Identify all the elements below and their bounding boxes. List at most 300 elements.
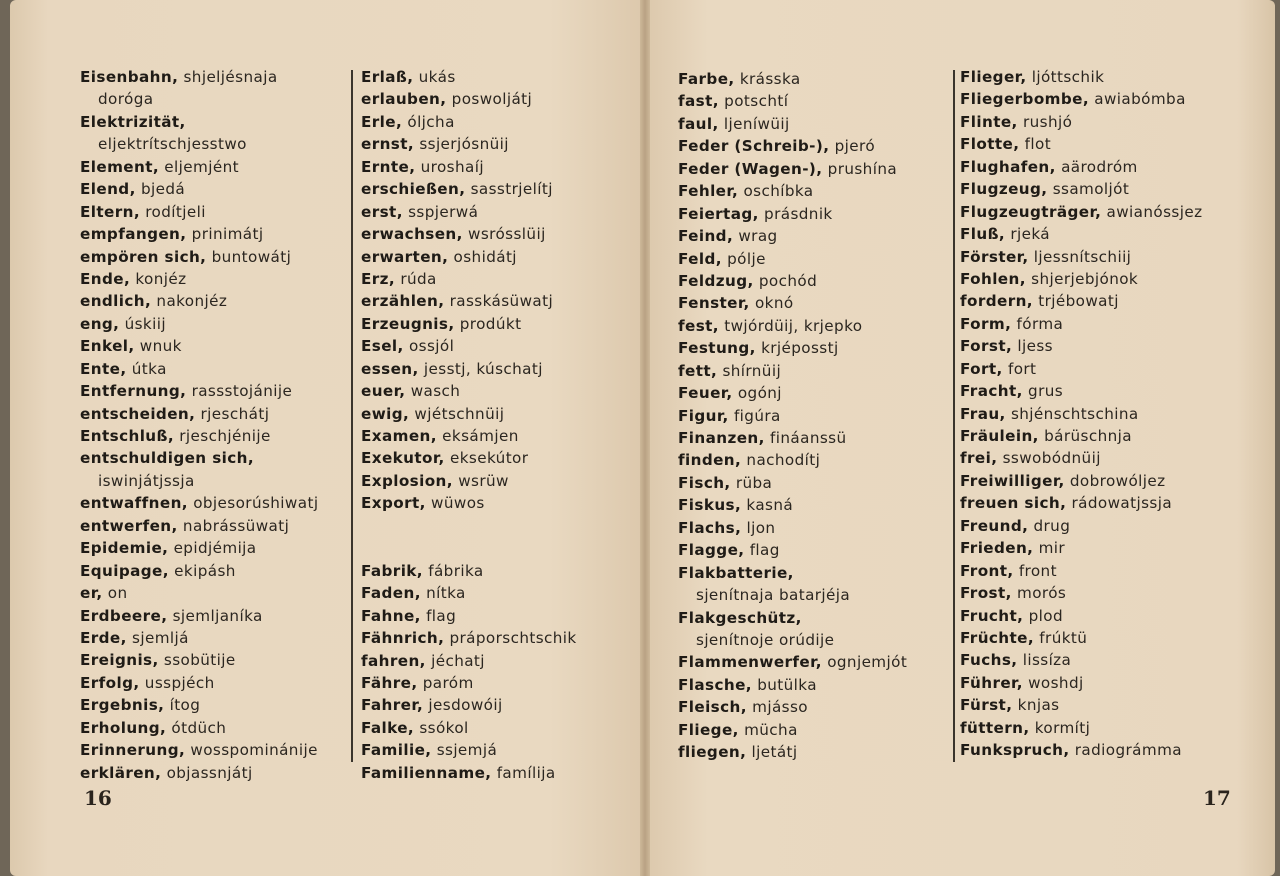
russian-transliteration: oshidátj: [453, 247, 517, 266]
dictionary-entry: [960, 88, 1202, 110]
german-headword: Feind,: [678, 227, 734, 246]
dictionary-entry: [960, 515, 1202, 537]
german-headword: erwarten,: [361, 247, 449, 266]
german-headword: fahren,: [361, 651, 426, 670]
dictionary-entry: [80, 717, 318, 739]
russian-transliteration: ssjerjósnüij: [419, 135, 509, 154]
dictionary-entry: [361, 560, 577, 582]
german-headword: erwachsen,: [361, 225, 463, 244]
german-headword: Falke,: [361, 718, 415, 737]
german-headword: Erz,: [361, 269, 396, 288]
russian-transliteration: rádowatjssja: [1071, 494, 1173, 513]
russian-transliteration: ekipásh: [174, 561, 236, 580]
dictionary-column-1: [80, 66, 318, 784]
russian-transliteration: ssamoljót: [1052, 180, 1130, 199]
dictionary-entry: [80, 605, 318, 627]
dictionary-entry: [361, 335, 577, 357]
dictionary-entry: [80, 111, 318, 133]
german-headword: fliegen,: [678, 743, 747, 762]
german-headword: Fort,: [960, 359, 1003, 378]
german-headword: Ernte,: [361, 157, 416, 176]
russian-transliteration: jesstj, kúschatj: [423, 359, 543, 378]
russian-transliteration: ljon: [746, 518, 776, 537]
dictionary-entry: [361, 605, 577, 627]
german-headword: er,: [80, 584, 103, 603]
german-headword: Ereignis,: [80, 651, 159, 670]
russian-transliteration: sjenítnaja batarjéja: [696, 586, 851, 605]
russian-transliteration: kormítj: [1034, 718, 1091, 737]
dictionary-entry: [678, 113, 907, 135]
russian-transliteration: práporschtschik: [449, 629, 577, 648]
german-headword: fast,: [678, 92, 719, 111]
russian-transliteration: buntowátj: [211, 247, 292, 266]
russian-transliteration: sjemljaníka: [172, 606, 263, 625]
russian-transliteration: sasstrjelítj: [470, 180, 553, 199]
russian-transliteration: krásska: [739, 70, 801, 88]
german-headword: Erde,: [80, 628, 127, 647]
russian-transliteration: rassstojánije: [191, 382, 293, 401]
dictionary-entry: [80, 492, 318, 514]
german-headword: Erlaß,: [361, 68, 414, 86]
dictionary-entry: [361, 268, 577, 290]
russian-transliteration: ljeníwüij: [723, 114, 790, 133]
german-headword: Form,: [960, 314, 1012, 333]
dictionary-entry: [80, 403, 318, 425]
german-headword: ernst,: [361, 135, 415, 154]
russian-transliteration: twjórdüij, krjepko: [724, 316, 863, 335]
dictionary-entry: [361, 447, 577, 469]
dictionary-entry: [960, 403, 1202, 425]
dictionary-entry: [678, 292, 907, 314]
dictionary-entry: [678, 696, 907, 718]
german-headword: empfangen,: [80, 225, 187, 244]
german-headword: Fluß,: [960, 225, 1006, 244]
dictionary-entry: [80, 358, 318, 380]
german-headword: Fohlen,: [960, 269, 1026, 288]
german-headword: fett,: [678, 361, 718, 380]
dictionary-entry: [678, 315, 907, 337]
german-headword: Elend,: [80, 180, 136, 199]
page-number-right: 17: [1203, 786, 1231, 810]
dictionary-entry: [361, 694, 577, 716]
russian-transliteration: trjébowatj: [1038, 292, 1119, 311]
russian-transliteration: sjemljá: [132, 628, 189, 647]
dictionary-entry: [80, 88, 318, 110]
german-headword: Exekutor,: [361, 449, 445, 468]
dictionary-entry: [960, 560, 1202, 582]
german-headword: Fisch,: [678, 473, 731, 492]
german-headword: Export,: [361, 494, 426, 513]
german-headword: Eisenbahn,: [80, 68, 179, 86]
dictionary-entry: [960, 358, 1202, 380]
dictionary-entry: [960, 672, 1202, 694]
german-headword: Forst,: [960, 337, 1013, 356]
german-headword: Fleisch,: [678, 698, 747, 717]
russian-transliteration: awianóssjez: [1106, 202, 1203, 221]
dictionary-entry: [361, 358, 577, 380]
german-headword: füttern,: [960, 718, 1030, 737]
russian-transliteration: oknó: [754, 294, 794, 313]
russian-transliteration: objassnjátj: [166, 763, 253, 782]
russian-transliteration: ljetátj: [751, 743, 798, 762]
russian-transliteration: fórma: [1016, 314, 1064, 333]
german-headword: Eltern,: [80, 202, 141, 221]
russian-transliteration: ítog: [169, 696, 201, 715]
dictionary-entry: [678, 494, 907, 516]
column-divider: [351, 70, 353, 762]
german-headword: Erzeugnis,: [361, 314, 455, 333]
german-headword: Fliege,: [678, 720, 739, 739]
dictionary-entry: [960, 537, 1202, 559]
russian-transliteration: butülka: [757, 675, 817, 694]
dictionary-entry: [80, 178, 318, 200]
german-headword: Flammenwerfer,: [678, 653, 822, 672]
german-headword: Fracht,: [960, 382, 1023, 401]
german-headword: endlich,: [80, 292, 152, 311]
german-headword: Frucht,: [960, 606, 1024, 625]
russian-transliteration: bárüschnja: [1044, 427, 1132, 445]
german-headword: Entschluß,: [80, 427, 175, 445]
german-headword: Flotte,: [960, 135, 1020, 154]
dictionary-entry: [361, 111, 577, 133]
german-headword: eng,: [80, 314, 120, 333]
russian-transliteration: útka: [131, 359, 167, 378]
russian-transliteration: oschíbka: [743, 182, 814, 201]
russian-transliteration: rüba: [735, 473, 773, 492]
dictionary-entry: [80, 66, 318, 88]
russian-transliteration: fort: [1007, 359, 1037, 378]
dictionary-entry: [960, 470, 1202, 492]
russian-transliteration: morós: [1017, 584, 1067, 603]
dictionary-entry: [361, 470, 577, 492]
russian-transliteration: eksámjen: [442, 427, 519, 445]
german-headword: faul,: [678, 114, 719, 133]
dictionary-entry: [361, 178, 577, 200]
dictionary-entry: [960, 582, 1202, 604]
russian-transliteration: sswobódnüij: [1002, 449, 1101, 468]
russian-transliteration: potschtí: [724, 92, 789, 111]
russian-transliteration: pólje: [727, 249, 766, 268]
book-spine: [640, 0, 650, 876]
russian-transliteration: doróga: [98, 90, 154, 109]
dictionary-entry: [678, 517, 907, 539]
dictionary-entry: [361, 133, 577, 155]
dictionary-entry: [960, 268, 1202, 290]
dictionary-entry: [678, 90, 907, 112]
russian-transliteration: rjeschjénije: [179, 427, 271, 445]
german-headword: finden,: [678, 451, 742, 470]
dictionary-entry: [678, 203, 907, 225]
dictionary-entry: [678, 472, 907, 494]
russian-transliteration: plod: [1028, 606, 1063, 625]
german-headword: Flagge,: [678, 541, 745, 560]
german-headword: erklären,: [80, 763, 162, 782]
dictionary-entry: [960, 335, 1202, 357]
dictionary-entry: [960, 694, 1202, 716]
german-headword: Flieger,: [960, 68, 1027, 86]
german-headword: Front,: [960, 561, 1014, 580]
german-headword: essen,: [361, 359, 419, 378]
german-headword: Fuchs,: [960, 651, 1018, 670]
russian-transliteration: shjénschtschina: [1010, 404, 1139, 423]
russian-transliteration: ljessnítschiij: [1033, 247, 1132, 266]
dictionary-entry: [960, 605, 1202, 627]
russian-transliteration: usspjéch: [144, 673, 215, 692]
german-headword: Familienname,: [361, 763, 492, 782]
german-headword: Feld,: [678, 249, 722, 268]
russian-transliteration: ssjemjá: [436, 741, 498, 760]
german-headword: Fahrer,: [361, 696, 424, 715]
german-headword: Fahne,: [361, 606, 421, 625]
german-headword: euer,: [361, 382, 406, 401]
german-headword: erschießen,: [361, 180, 466, 199]
german-headword: Funkspruch,: [960, 741, 1070, 760]
russian-transliteration: ljess: [1017, 337, 1053, 356]
russian-transliteration: ogónj: [737, 384, 782, 403]
dictionary-entry: [960, 156, 1202, 178]
dictionary-entry: [678, 135, 907, 157]
german-headword: Explosion,: [361, 471, 453, 490]
dictionary-entry: [80, 649, 318, 671]
dictionary-entry: [80, 290, 318, 312]
dictionary-entry: [361, 672, 577, 694]
dictionary-entry: [361, 717, 577, 739]
dictionary-entry: [678, 719, 907, 741]
german-headword: Entfernung,: [80, 382, 187, 401]
german-headword: Frau,: [960, 404, 1006, 423]
russian-transliteration: nakonjéz: [156, 292, 228, 311]
dictionary-entry: [960, 313, 1202, 335]
russian-transliteration: jesdowóij: [428, 696, 503, 715]
dictionary-entry: [678, 180, 907, 202]
dictionary-entry: [678, 158, 907, 180]
dictionary-entry: [361, 66, 577, 88]
dictionary-entry: [678, 427, 907, 449]
german-headword: Figur,: [678, 406, 729, 425]
dictionary-entry: [361, 313, 577, 335]
russian-transliteration: ukás: [418, 68, 456, 86]
german-headword: Epidemie,: [80, 539, 169, 558]
dictionary-entry: [361, 582, 577, 604]
german-headword: Erle,: [361, 112, 403, 131]
german-headword: Elektrizität,: [80, 112, 186, 131]
german-headword: Fenster,: [678, 294, 750, 313]
german-headword: empören sich,: [80, 247, 207, 266]
dictionary-entry: [678, 584, 907, 606]
dictionary-entry: [678, 562, 907, 584]
russian-transliteration: lissíza: [1022, 651, 1072, 670]
russian-transliteration: rjeká: [1010, 225, 1050, 244]
dictionary-entry: [361, 492, 577, 514]
russian-transliteration: rúda: [400, 269, 437, 288]
russian-transliteration: rjeschátj: [200, 404, 270, 423]
russian-transliteration: eljemjént: [164, 157, 239, 176]
dictionary-entry: [361, 403, 577, 425]
russian-transliteration: úskiij: [124, 314, 166, 333]
german-headword: Equipage,: [80, 561, 169, 580]
russian-transliteration: iswinjátjssja: [98, 471, 195, 490]
russian-transliteration: nítka: [426, 584, 466, 603]
german-headword: Fähnrich,: [361, 629, 445, 648]
russian-transliteration: mjásso: [752, 698, 808, 717]
german-headword: Frost,: [960, 584, 1012, 603]
german-headword: Flugzeugträger,: [960, 202, 1102, 221]
russian-transliteration: ótdüch: [171, 718, 227, 737]
dictionary-entry: [678, 270, 907, 292]
german-headword: Farbe,: [678, 70, 735, 88]
russian-transliteration: prinimátj: [191, 225, 264, 244]
section-gap: [361, 515, 577, 560]
dictionary-entry: [361, 650, 577, 672]
russian-transliteration: shjeljésnaja: [183, 68, 278, 86]
german-headword: Flakgeschütz,: [678, 608, 802, 627]
dictionary-entry: [960, 717, 1202, 739]
dictionary-entry: [80, 582, 318, 604]
russian-transliteration: paróm: [422, 673, 474, 692]
dictionary-entry: [678, 741, 907, 763]
dictionary-entry: [361, 201, 577, 223]
russian-transliteration: wasch: [410, 382, 461, 401]
german-headword: Finanzen,: [678, 429, 765, 447]
russian-transliteration: fábrika: [428, 561, 484, 580]
dictionary-column-4: [960, 66, 1202, 762]
dictionary-entry: [960, 492, 1202, 514]
dictionary-entry: [960, 425, 1202, 447]
german-headword: Fiskus,: [678, 496, 742, 515]
dictionary-entry: [960, 133, 1202, 155]
german-headword: Erdbeere,: [80, 606, 168, 625]
russian-transliteration: drug: [1033, 516, 1071, 535]
german-headword: Flachs,: [678, 518, 742, 537]
dictionary-entry: [960, 627, 1202, 649]
german-headword: ewig,: [361, 404, 410, 423]
german-headword: Esel,: [361, 337, 404, 356]
german-headword: Ergebnis,: [80, 696, 165, 715]
dictionary-entry: [678, 337, 907, 359]
dictionary-entry: [80, 133, 318, 155]
german-headword: Examen,: [361, 427, 437, 445]
dictionary-entry: [80, 560, 318, 582]
german-headword: Erholung,: [80, 718, 167, 737]
russian-transliteration: shjerjebjónok: [1031, 269, 1139, 288]
russian-transliteration: kasná: [746, 496, 794, 515]
german-headword: Früchte,: [960, 628, 1035, 647]
german-headword: Faden,: [361, 584, 421, 603]
russian-transliteration: ssobütije: [163, 651, 236, 670]
german-headword: Freiwilliger,: [960, 471, 1065, 490]
dictionary-entry: [80, 537, 318, 559]
russian-transliteration: krjéposstj: [761, 339, 839, 358]
russian-transliteration: poswoljátj: [451, 90, 533, 109]
russian-transliteration: mir: [1038, 539, 1066, 558]
german-headword: erzählen,: [361, 292, 445, 311]
german-headword: Flugzeug,: [960, 180, 1048, 199]
russian-transliteration: nachodítj: [746, 451, 821, 470]
dictionary-entry: [80, 739, 318, 761]
dictionary-entry: [960, 649, 1202, 671]
german-headword: Fräulein,: [960, 427, 1039, 445]
german-headword: Fähre,: [361, 673, 418, 692]
dictionary-entry: [678, 651, 907, 673]
german-headword: entschuldigen sich,: [80, 449, 255, 468]
russian-transliteration: nabrássüwatj: [182, 516, 290, 535]
german-headword: Freund,: [960, 516, 1029, 535]
dictionary-entry: [361, 246, 577, 268]
page-number-left: 16: [84, 786, 112, 810]
german-headword: Fabrik,: [361, 561, 423, 580]
dictionary-entry: [678, 405, 907, 427]
russian-transliteration: prásdnik: [764, 204, 833, 223]
russian-transliteration: eksekútor: [449, 449, 529, 468]
dictionary-entry: [678, 674, 907, 696]
german-headword: Familie,: [361, 741, 432, 760]
dictionary-entry: [678, 360, 907, 382]
dictionary-entry: [361, 627, 577, 649]
russian-transliteration: ssókol: [419, 718, 469, 737]
dictionary-entry: [960, 447, 1202, 469]
russian-transliteration: dobrowóljez: [1069, 471, 1166, 490]
russian-transliteration: radiográmma: [1074, 741, 1182, 760]
russian-transliteration: óljcha: [407, 112, 455, 131]
russian-transliteration: wrag: [738, 227, 778, 246]
dictionary-entry: [80, 246, 318, 268]
dictionary-entry: [361, 425, 577, 447]
russian-transliteration: famílija: [496, 763, 556, 782]
russian-transliteration: bjedá: [140, 180, 186, 199]
german-headword: Führer,: [960, 673, 1023, 692]
russian-transliteration: rodítjeli: [145, 202, 206, 221]
russian-transliteration: objesorúshiwatj: [193, 494, 319, 513]
dictionary-entry: [361, 762, 577, 784]
russian-transliteration: epidjémija: [173, 539, 257, 558]
russian-transliteration: grus: [1028, 382, 1064, 401]
german-headword: Erfolg,: [80, 673, 140, 692]
dictionary-entry: [80, 672, 318, 694]
russian-transliteration: wnuk: [139, 337, 182, 356]
russian-transliteration: pochód: [758, 271, 818, 290]
russian-transliteration: aärodróm: [1061, 157, 1138, 176]
russian-transliteration: ossjól: [408, 337, 455, 356]
german-headword: Element,: [80, 157, 160, 176]
russian-transliteration: on: [107, 584, 128, 603]
dictionary-entry: [361, 290, 577, 312]
russian-transliteration: wsrüw: [458, 471, 509, 490]
dictionary-entry: [960, 111, 1202, 133]
column-divider: [953, 70, 955, 762]
dictionary-entry: [960, 739, 1202, 761]
russian-transliteration: wsrósslüij: [468, 225, 546, 244]
russian-transliteration: knjas: [1017, 696, 1060, 715]
dictionary-entry: [80, 335, 318, 357]
german-headword: freuen sich,: [960, 494, 1067, 513]
dictionary-entry: [960, 223, 1202, 245]
german-headword: Fliegerbombe,: [960, 90, 1090, 109]
dictionary-entry: [678, 539, 907, 561]
german-headword: frei,: [960, 449, 998, 468]
russian-transliteration: flag: [426, 606, 457, 625]
german-headword: Ende,: [80, 269, 131, 288]
russian-transliteration: wjétschnüij: [414, 404, 505, 423]
dictionary-entry: [80, 380, 318, 402]
russian-transliteration: flot: [1024, 135, 1052, 154]
dictionary-entry: [960, 380, 1202, 402]
russian-transliteration: sspjerwá: [408, 202, 479, 221]
dictionary-entry: [678, 68, 907, 90]
dictionary-entry: [678, 629, 907, 651]
russian-transliteration: wüwos: [431, 494, 485, 513]
russian-transliteration: konjéz: [135, 269, 187, 288]
german-headword: erlauben,: [361, 90, 447, 109]
